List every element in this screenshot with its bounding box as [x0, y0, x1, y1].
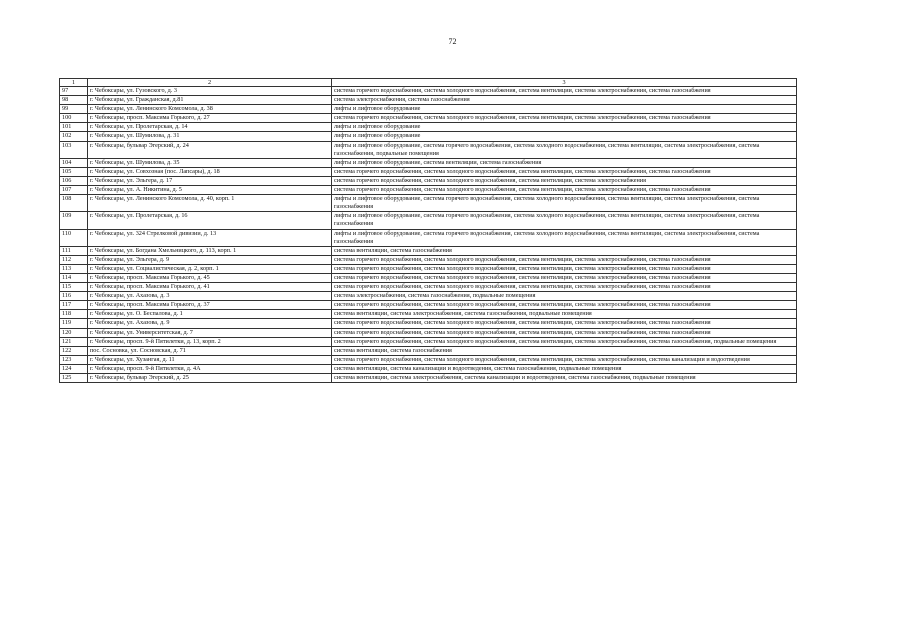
table-row [60, 114, 797, 123]
systems-cell: лифты и лифтовое оборудование [332, 105, 797, 114]
systems-cell: система горячего водоснабжения, система холодного водоснабжения, система вентиляции, система электроснабжения, система газоснабжения [332, 186, 797, 195]
table-body [60, 79, 797, 383]
table-row [60, 364, 797, 373]
row-number-cell: 102 [60, 132, 88, 141]
address-cell: г. Чебоксары, ул. Пролетарская, д. 14 [88, 123, 332, 132]
systems-cell: система горячего водоснабжения, система холодного водоснабжения, система вентиляции, система электроснабжения, система канализации и водоотведения [332, 355, 797, 364]
address-cell: г. Чебоксары, ул. Социалистическая, д. 2, корп. 1 [88, 264, 332, 273]
systems-cell: система горячего водоснабжения, система холодного водоснабжения, система вентиляции, система электроснабжения, система газоснабжения [332, 319, 797, 328]
row-number-cell: 122 [60, 346, 88, 355]
row-number-cell: 98 [60, 96, 88, 105]
table-row [60, 195, 797, 212]
systems-cell: лифты и лифтовое оборудование, система горячего водоснабжения, система холодного водоснабжения, система вентиляции, система электроснабжения, система газоснабжения, подвальные помещения [332, 141, 797, 158]
address-cell: г. Чебоксары, ул. Ленинского Комсомола, д. 38 [88, 105, 332, 114]
systems-cell: лифты и лифтовое оборудование [332, 123, 797, 132]
row-number-cell: 118 [60, 310, 88, 319]
row-number-cell: 106 [60, 176, 88, 185]
systems-cell: система вентиляции, система газоснабжения [332, 246, 797, 255]
table-row [60, 186, 797, 195]
systems-cell: система вентиляции, система канализации и водоотведения, система газоснабжения, подвальные помещения [332, 364, 797, 373]
address-cell: г. Чебоксары, просп. 9-й Пятилетки, д. 13, корп. 2 [88, 337, 332, 346]
address-cell: г. Чебоксары, ул. А. Никитина, д. 5 [88, 186, 332, 195]
table-row [60, 328, 797, 337]
address-cell: г. Чебоксары, ул. Ахазова, д. 9 [88, 319, 332, 328]
address-cell: г. Чебоксары, просп. Максима Горького, д. 41 [88, 283, 332, 292]
table-row [60, 212, 797, 229]
row-number-cell: 103 [60, 141, 88, 158]
row-number-cell: 113 [60, 264, 88, 273]
table-row [60, 283, 797, 292]
table-row [60, 310, 797, 319]
address-cell: г. Чебоксары, ул. Шумилова, д. 31 [88, 132, 332, 141]
table-row [60, 346, 797, 355]
table-header-row [60, 79, 797, 87]
systems-cell: система горячего водоснабжения, система холодного водоснабжения, система вентиляции, система электроснабжения, система газоснабжения [332, 283, 797, 292]
column-header-address: 2 [88, 79, 332, 87]
table-row [60, 319, 797, 328]
address-cell: г. Чебоксары, ул. Ахазова, д. 3 [88, 292, 332, 301]
systems-cell: лифты и лифтовое оборудование, система горячего водоснабжения, система холодного водоснабжения, система вентиляции, система электроснабжения, система газоснабжения [332, 229, 797, 246]
row-number-cell: 110 [60, 229, 88, 246]
systems-cell: лифты и лифтовое оборудование, система горячего водоснабжения, система холодного водоснабжения, система вентиляции, система электроснабжения, система газоснабжения [332, 195, 797, 212]
address-cell: г. Чебоксары, ул. Богдана Хмельницкого, д. 113, корп. 1 [88, 246, 332, 255]
buildings-table [59, 78, 797, 383]
systems-cell: лифты и лифтовое оборудование, система вентиляции, система газоснабжения [332, 158, 797, 167]
row-number-cell: 105 [60, 167, 88, 176]
systems-cell: система горячего водоснабжения, система холодного водоснабжения, система вентиляции, система электроснабжения [332, 176, 797, 185]
row-number-cell: 117 [60, 301, 88, 310]
address-cell: г. Чебоксары, ул. Эльгера, д. 9 [88, 255, 332, 264]
row-number-cell: 121 [60, 337, 88, 346]
systems-cell: система вентиляции, система газоснабжения [332, 346, 797, 355]
table-row [60, 374, 797, 383]
systems-cell: система горячего водоснабжения, система холодного водоснабжения, система вентиляции, система электроснабжения, система газоснабжения [332, 255, 797, 264]
table-row [60, 229, 797, 246]
systems-cell: система вентиляции, система электроснабжения, система газоснабжения, подвальные помещения [332, 310, 797, 319]
address-cell: г. Чебоксары, ул. Шумилова, д. 35 [88, 158, 332, 167]
table-row [60, 87, 797, 96]
table-row [60, 176, 797, 185]
address-cell: г. Чебоксары, просп. Максима Горького, д. 45 [88, 273, 332, 282]
address-cell: г. Чебоксары, ул. Хузангая, д. 11 [88, 355, 332, 364]
systems-cell: система электроснабжения, система газоснабжения [332, 96, 797, 105]
address-cell: г. Чебоксары, ул. Гражданская, д.81 [88, 96, 332, 105]
systems-cell: система горячего водоснабжения, система холодного водоснабжения, система вентиляции, система электроснабжения, система газоснабжения, подвальные помещения [332, 337, 797, 346]
systems-cell: система горячего водоснабжения, система холодного водоснабжения, система вентиляции, система электроснабжения, система газоснабжения [332, 301, 797, 310]
table-row [60, 132, 797, 141]
table-row [60, 123, 797, 132]
table-row [60, 141, 797, 158]
row-number-cell: 111 [60, 246, 88, 255]
table-row [60, 96, 797, 105]
row-number-cell: 99 [60, 105, 88, 114]
table-row [60, 246, 797, 255]
address-cell: г. Чебоксары, ул. Эльгера, д. 17 [88, 176, 332, 185]
table-row [60, 167, 797, 176]
row-number-cell: 115 [60, 283, 88, 292]
systems-cell: система горячего водоснабжения, система холодного водоснабжения, система вентиляции, система электроснабжения, система газоснабжения [332, 87, 797, 96]
systems-cell: система электроснабжения, система газоснабжения, подвальные помещения [332, 292, 797, 301]
column-header-number: 1 [60, 79, 88, 87]
table-row [60, 355, 797, 364]
row-number-cell: 97 [60, 87, 88, 96]
row-number-cell: 124 [60, 364, 88, 373]
row-number-cell: 104 [60, 158, 88, 167]
systems-cell: система горячего водоснабжения, система холодного водоснабжения, система вентиляции, система электроснабжения, система газоснабжения [332, 114, 797, 123]
row-number-cell: 108 [60, 195, 88, 212]
systems-cell: лифты и лифтовое оборудование [332, 132, 797, 141]
systems-cell: система горячего водоснабжения, система холодного водоснабжения, система вентиляции, система электроснабжения, система газоснабжения [332, 328, 797, 337]
address-cell: г. Чебоксары, ул. Университетская, д. 7 [88, 328, 332, 337]
table-row [60, 255, 797, 264]
row-number-cell: 116 [60, 292, 88, 301]
systems-cell: система вентиляции, система электроснабжения, система канализации и водоотведения, система газоснабжения, подвальные помещения [332, 374, 797, 383]
table-row [60, 264, 797, 273]
row-number-cell: 114 [60, 273, 88, 282]
systems-cell: система горячего водоснабжения, система холодного водоснабжения, система вентиляции, система электроснабжения, система газоснабжения [332, 264, 797, 273]
address-cell: г. Чебоксары, просп. Максима Горького, д. 27 [88, 114, 332, 123]
column-header-systems: 3 [332, 79, 797, 87]
row-number-cell: 112 [60, 255, 88, 264]
row-number-cell: 109 [60, 212, 88, 229]
row-number-cell: 100 [60, 114, 88, 123]
address-cell: г. Чебоксары, ул. Ленинского Комсомола, д. 40, корп. 1 [88, 195, 332, 212]
address-cell: г. Чебоксары, бульвар Эгерский, д. 25 [88, 374, 332, 383]
row-number-cell: 125 [60, 374, 88, 383]
table-row [60, 105, 797, 114]
row-number-cell: 107 [60, 186, 88, 195]
address-cell: г. Чебоксары, ул. 324 Стрелковой дивизии, д. 13 [88, 229, 332, 246]
address-cell: г. Чебоксары, бульвар Эгерский, д. 24 [88, 141, 332, 158]
table-row [60, 158, 797, 167]
address-cell: г. Чебоксары, ул. Пролетарская, д. 16 [88, 212, 332, 229]
address-cell: г. Чебоксары, просп. 9-й Пятилетки, д. 4А [88, 364, 332, 373]
address-cell: г. Чебоксары, ул. Совхозная (пос. Лапсары), д. 18 [88, 167, 332, 176]
row-number-cell: 123 [60, 355, 88, 364]
row-number-cell: 101 [60, 123, 88, 132]
row-number-cell: 119 [60, 319, 88, 328]
address-cell: пос. Сосновка, ул. Сосновская, д. 71 [88, 346, 332, 355]
table-row [60, 337, 797, 346]
systems-cell: система горячего водоснабжения, система холодного водоснабжения, система вентиляции, система электроснабжения, система газоснабжения [332, 167, 797, 176]
table-row [60, 273, 797, 282]
systems-cell: система горячего водоснабжения, система холодного водоснабжения, система вентиляции, система электроснабжения, система газоснабжения [332, 273, 797, 282]
address-cell: г. Чебоксары, ул. Гузовского, д. 3 [88, 87, 332, 96]
row-number-cell: 120 [60, 328, 88, 337]
table-row [60, 292, 797, 301]
systems-cell: лифты и лифтовое оборудование, система горячего водоснабжения, система холодного водоснабжения, система вентиляции, система электроснабжения, система газоснабжения [332, 212, 797, 229]
address-cell: г. Чебоксары, ул. О. Беспалова, д. 1 [88, 310, 332, 319]
page-number: 72 [448, 37, 457, 46]
table-row [60, 301, 797, 310]
address-cell: г. Чебоксары, просп. Максима Горького, д. 37 [88, 301, 332, 310]
